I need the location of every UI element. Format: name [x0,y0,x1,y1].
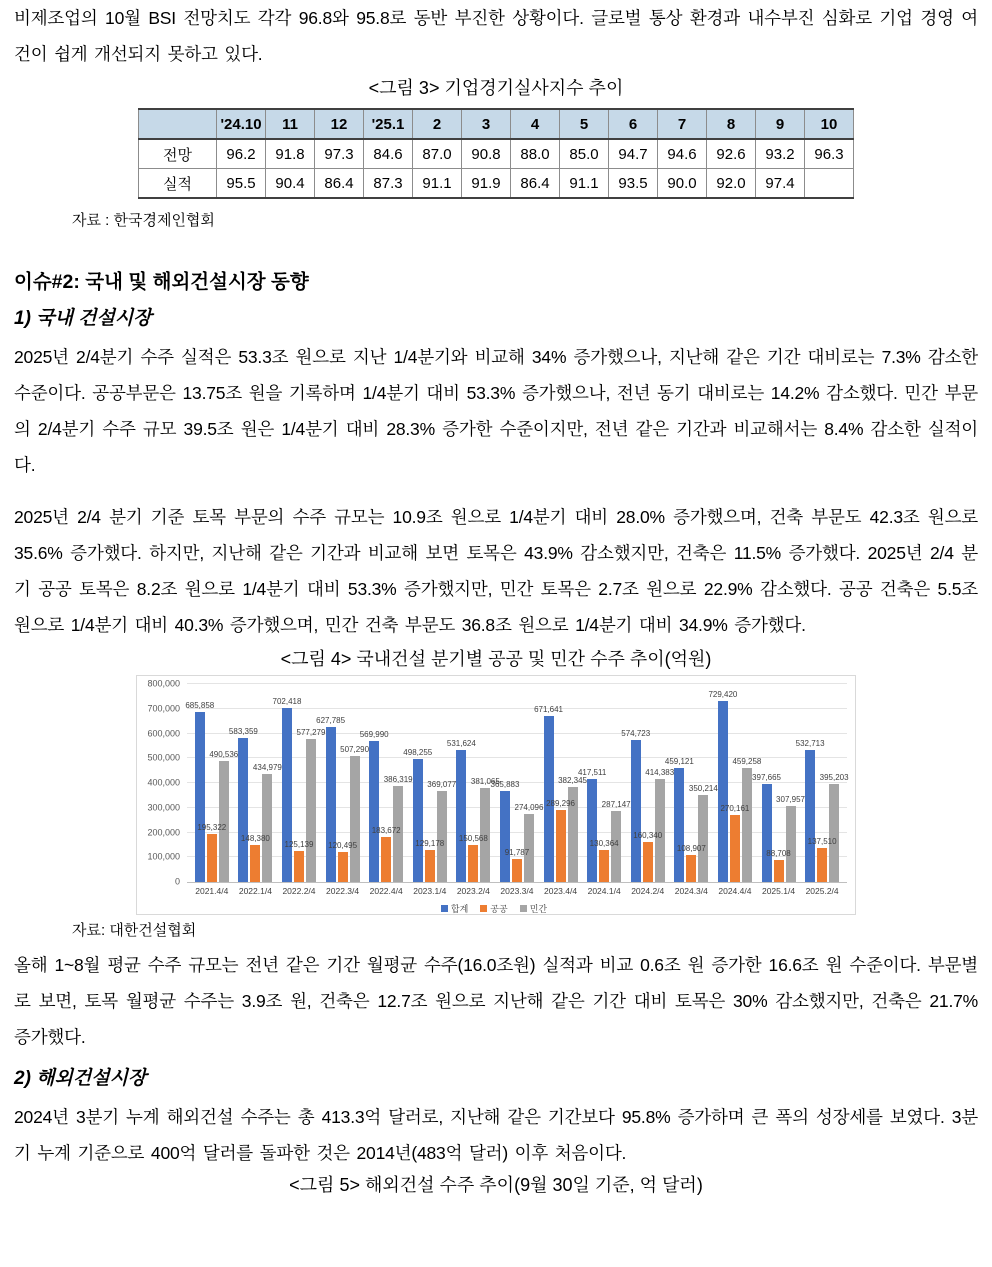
y-axis [141,678,187,887]
bar-민간 [262,774,272,882]
bar-합계 [762,784,772,882]
table-cell: 84.6 [364,139,413,169]
x-tick-label: 2022.1/4 [238,886,272,896]
x-tick-label: 2023.3/4 [500,886,534,896]
bar-민간 [786,806,796,882]
legend-swatch [520,905,527,912]
bar-group [490,684,544,882]
bar-value-label: 129,178 [415,839,445,849]
bar-합계 [195,712,205,882]
bar-합계 [587,779,597,882]
legend-item [520,902,547,915]
x-tick-label: 2022.4/4 [369,886,403,896]
table-cell: 94.6 [658,139,707,169]
bar-공공 [599,850,609,882]
overseas-market-subheading: 2) 해외건설시장 [14,1068,147,1089]
bar-value-label: 160,340 [633,831,663,841]
bar-value-label: 108,907 [676,844,706,854]
bar-공공 [730,815,740,882]
table-header-cell: 8 [707,109,756,139]
issue2-heading: 이슈#2: 국내 및 해외건설시장 동향 [14,271,309,293]
bar-value-label: 498,255 [403,747,433,757]
bar-공공 [643,842,653,882]
table-cell: 87.0 [413,139,462,169]
table-row-label: 전망 [139,139,217,169]
x-tick-label: 2023.1/4 [413,886,447,896]
bar-민간 [698,795,708,882]
bar-group [621,684,675,882]
bar-value-label: 88,708 [766,849,791,859]
table-cell: 95.5 [217,169,266,199]
x-tick-label: 2025.1/4 [761,886,796,896]
bar-민간 [829,784,839,882]
domestic-market-subheading: 1) 국내 건설시장 [14,308,152,329]
table-header-cell: 12 [315,109,364,139]
table-header-cell: 11 [266,109,315,139]
table-cell: 91.1 [413,169,462,199]
bar-value-label: 459,121 [664,757,694,767]
domestic-paragraph-2: 2025년 2/4 분기 기준 토목 부문의 수주 규모는 10.9조 원으로 1/4분기 대비 28.0% 증가했으며, 건축 부문도 42.3조 원으로 35.6% 증가했다. 하지만, 지난해 같은 기간과 비교해 보면 토목은 43.9% 감소했지만, 건축은 11.5% 증가했다. 2025년 2/4 분기 공공 토목은 8.2조 원으로 1/4분기 대비 53.3% 증가했지만, 민간 토목은 2.7조 원으로 22.9% 감소했다. 공공 건축은 5.5조 원으로 1/4분기 대비 40.3% 증가했으며, 민간 건축 부문도 36.8조 원으로 1/4분기 대비 34.9% 증가했다. [14,507,978,635]
table-cell: 94.7 [609,139,658,169]
bar-민간 [742,768,752,882]
x-tick-label: 2023.4/4 [544,886,578,896]
table-cell: 90.0 [658,169,707,199]
y-tick-label: 200,000 [147,827,180,837]
table-header-cell: 6 [609,109,658,139]
bsi-table-header-row [139,109,854,139]
table-cell: 96.2 [217,139,266,169]
x-axis-labels [187,886,847,896]
table-cell: 93.5 [609,169,658,199]
bar-group [534,684,588,882]
bar-group [228,684,282,882]
bar-group [272,684,326,882]
table-cell: 90.8 [462,139,511,169]
x-tick-label: 2022.3/4 [326,886,360,896]
bar-value-label: 583,359 [228,726,258,736]
x-tick-label: 2025.2/4 [805,886,839,896]
table-header-cell: '24.10 [217,109,266,139]
bar-value-label: 671,641 [534,704,564,714]
legend-item [480,902,507,915]
legend-label: 공공 [490,904,508,914]
bar-민간 [437,791,447,882]
bar-합계 [326,727,336,882]
table-header-cell: 5 [560,109,609,139]
table-header-cell: 2 [413,109,462,139]
bar-value-label: 148,380 [240,834,270,844]
figure3-caption: <그림 3> 기업경기실사지수 추이 [368,78,624,98]
bar-value-label: 369,077 [427,779,457,789]
bar-group [752,684,805,882]
bar-value-label: 569,990 [359,729,389,739]
bar-공공 [556,810,566,882]
table-header-cell: 7 [658,109,707,139]
bar-공공 [425,850,435,882]
x-tick-label: 2024.2/4 [631,886,665,896]
bar-value-label: 274,096 [514,803,544,813]
bar-value-label: 125,139 [284,840,314,850]
figure4-source: 자료: 대한건설협회 [72,922,197,939]
bar-value-label: 120,495 [328,841,358,851]
bar-group [359,684,413,882]
bar-합계 [805,750,815,882]
bar-합계 [631,740,641,882]
y-tick-label: 700,000 [147,703,180,714]
legend-swatch [480,905,487,912]
legend-item [441,902,468,915]
table-cell: 93.2 [756,139,805,169]
bar-value-label: 350,214 [688,784,718,794]
bar-value-label: 397,665 [752,772,781,782]
bar-group [316,684,370,882]
table-cell: 96.3 [805,139,854,169]
bar-공공 [338,852,348,882]
domestic-paragraph-3: 올해 1~8월 평균 수주 규모는 전년 같은 기간 월평균 수주(16.0조원) 실적과 비교 0.6조 원 증가한 16.6조 원 수준이다. 부문별로 보면, 토목 월평균 수주는 3.9조 원, 건축은 12.7조 원으로 지난해 같은 기간 대비 토목은 30% 감소했지만, 건축은 21.7% 증가했다. [14,955,978,1047]
bar-value-label: 270,161 [720,804,750,814]
table-cell [805,169,854,199]
bar-value-label: 365,883 [490,780,520,790]
bar-합계 [674,768,684,882]
bar-공공 [686,855,696,882]
bar-group [664,684,718,882]
bar-공공 [512,859,522,882]
bar-합계 [500,791,510,882]
bar-group [403,684,457,882]
bar-value-label: 289,296 [546,799,576,809]
bar-value-label: 729,420 [708,690,738,700]
bar-value-label: 386,319 [383,775,413,785]
bar-민간 [219,761,229,882]
table-cell: 90.4 [266,169,315,199]
bar-공공 [774,860,784,882]
x-tick-label: 2021.4/4 [195,886,229,896]
y-tick-label: 800,000 [147,678,180,689]
bar-value-label: 702,418 [272,697,302,707]
bar-value-label: 685,858 [185,701,215,711]
table-header-cell: '25.1 [364,109,413,139]
table-cell: 85.0 [560,139,609,169]
bar-value-label: 150,568 [458,833,488,843]
bar-value-label: 382,345 [558,776,588,786]
figure3-source: 자료 : 한국경제인협회 [72,212,215,229]
bar-민간 [350,756,360,882]
bar-민간 [306,739,316,882]
bar-value-label: 414,383 [645,768,675,778]
bar-value-label: 137,510 [807,836,837,846]
table-header-cell: 9 [756,109,805,139]
bar-value-label: 381,065 [470,776,500,786]
table-cell: 92.6 [707,139,756,169]
bar-value-label: 417,511 [577,767,607,777]
table-cell: 91.8 [266,139,315,169]
table-cell: 92.0 [707,169,756,199]
bar-합계 [413,759,423,882]
x-tick-label: 2023.2/4 [456,886,490,896]
bar-value-label: 574,723 [621,728,651,738]
table-cell: 91.9 [462,169,511,199]
y-tick-label: 300,000 [147,802,180,813]
bar-합계 [456,750,466,882]
bar-group [185,684,239,882]
x-tick-label: 2024.4/4 [718,886,752,896]
overseas-paragraph-1: 2024년 3분기 누계 해외건설 수주는 총 413.3억 달러로, 지난해 같은 기간보다 95.8% 증가하며 큰 폭의 성장세를 보였다. 3분기 누계 기준으로 400억 달러를 돌파한 것은 2014년(483억 달러) 이후 처음이다. [14,1107,978,1163]
bar-공공 [250,845,260,882]
bar-value-label: 577,279 [296,728,326,738]
bar-value-label: 91,787 [504,848,530,858]
chart-legend [141,902,847,915]
table-header-cell: 4 [511,109,560,139]
bar-value-label: 459,258 [732,757,762,767]
table-cell: 88.0 [511,139,560,169]
table-row-label: 실적 [139,169,217,199]
bar-group [446,684,500,882]
y-tick-label: 400,000 [147,777,180,788]
y-tick-label: 0 [174,876,180,887]
bar-합계 [282,708,292,882]
bar-value-label: 130,364 [589,838,619,848]
y-tick-label: 100,000 [147,851,180,862]
table-cell: 97.4 [756,169,805,199]
domestic-paragraph-1: 2025년 2/4분기 수주 실적은 53.3조 원으로 지난 1/4분기와 비교해 34% 증가했으나, 지난해 같은 기간 대비로는 7.3% 감소한 수준이다. 공공부문은 13.75조 원을 기록하며 1/4분기 대비 53.3% 증가했으나, 전년 동기 대비로는 14.2% 감소했다. 민간 부문의 2/4분기 수주 규모 39.5조 원은 1/4분기 대비 28.3% 증가한 수준이지만, 전년 같은 기간과 비교해서는 8.4% 감소한 실적이다. [14,347,978,475]
bar-공공 [207,834,217,882]
bsi-table [138,108,854,199]
plot-area [187,684,847,883]
figure5-caption: <그림 5> 해외건설 수주 추이(9월 30일 기준, 억 달러) [289,1175,703,1195]
table-cell: 87.3 [364,169,413,199]
legend-label: 합계 [450,904,469,914]
y-tick-label: 600,000 [147,728,180,738]
table-header-cell: 10 [805,109,854,139]
intro-paragraph: 비제조업의 10월 BSI 전망치도 각각 96.8와 95.8로 동반 부진한 상황이다. 글로벌 통상 환경과 내수부진 심화로 기업 경영 여건이 쉽게 개선되지 못하고 있다. [14,8,978,64]
bar-합계 [718,701,728,882]
table-header-cell: 3 [462,109,511,139]
bar-공공 [468,845,478,882]
bar-group [708,684,762,882]
bar-공공 [381,837,391,882]
table-row [139,169,854,199]
table-cell: 91.1 [560,169,609,199]
bar-value-label: 490,536 [209,749,239,759]
x-tick-label: 2022.2/4 [282,886,316,896]
figure4-bar-chart [136,675,856,915]
table-cell: 86.4 [315,169,364,199]
bar-value-label: 531,624 [446,739,476,749]
table-row [139,139,854,169]
bar-value-label: 532,713 [795,739,825,749]
bar-group [577,684,631,882]
x-tick-label: 2024.1/4 [587,886,621,896]
bar-value-label: 507,290 [340,745,370,755]
bar-value-label: 287,147 [601,799,631,809]
bar-group [795,684,849,882]
table-cell: 86.4 [511,169,560,199]
table-cell: 97.3 [315,139,364,169]
bar-value-label: 183,672 [371,825,401,835]
figure4-caption: <그림 4> 국내건설 분기별 공공 및 민간 수주 추이(억원) [280,649,712,669]
table-header-cell [139,109,217,139]
legend-swatch [441,905,448,912]
bar-공공 [817,848,827,882]
x-tick-label: 2024.3/4 [674,886,708,896]
legend-label: 민간 [529,904,548,914]
bar-value-label: 195,322 [197,822,227,832]
y-tick-label: 500,000 [147,752,180,763]
bar-합계 [369,741,379,882]
bar-value-label: 307,957 [776,794,805,804]
bar-value-label: 434,979 [252,763,282,773]
bar-합계 [238,738,248,882]
bar-value-label: 627,785 [316,715,346,725]
bar-value-label: 395,203 [819,773,849,783]
bar-공공 [294,851,304,882]
